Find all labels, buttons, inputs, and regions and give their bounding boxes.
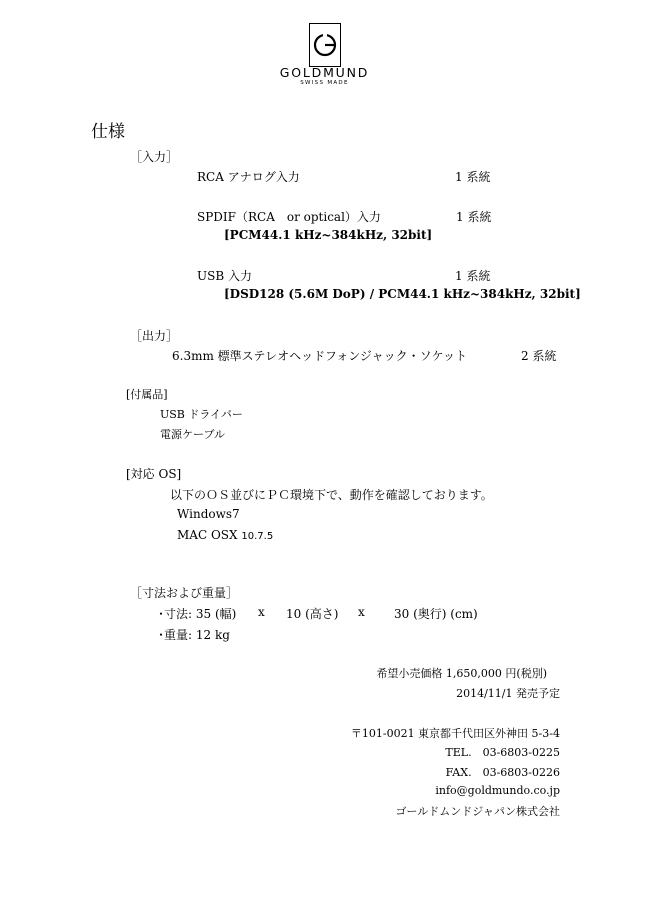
output-header: ［出力］ [130, 329, 179, 343]
logo-frame [309, 23, 341, 67]
spdif-input-spec: [PCM44.1 kHz~384kHz, 32bit] [224, 228, 433, 242]
size-x-2: x [358, 605, 365, 619]
company-address: 〒101-0021 東京都千代田区外神田 5-3-4 [350, 727, 560, 740]
usb-input-label: USB 入力 [197, 269, 252, 283]
os-mac [177, 528, 273, 542]
accessory-item: USB ドライバー [160, 408, 243, 421]
price: 希望小売価格 1,650,000 円(税別) [376, 667, 547, 680]
usb-input-spec: [DSD128 (5.6M DoP) / PCM44.1 kHz~384kHz, 32bit] [224, 287, 581, 301]
os-note: 以下のＯＳ並びにＰＣ環境下で、動作を確認しております。 [170, 488, 493, 502]
page-title: 仕様 [91, 122, 125, 142]
os-windows: Windows7 [177, 507, 240, 521]
accessory-item: 電源ケーブル [160, 428, 226, 441]
headphone-output-label: 6.3mm 標準ステレオヘッドフォンジャック・ソケット [172, 349, 467, 363]
company-tel: TEL. 03-6803-0225 [445, 746, 560, 759]
spdif-input-count: 1 系統 [456, 210, 492, 224]
spdif-input-label: SPDIF（RCA or optical）入力 [197, 210, 381, 224]
release-date: 2014/11/1 発売予定 [456, 687, 560, 700]
logo-tagline: SWISS MADE [300, 80, 349, 86]
accessories-header: [付属品] [126, 388, 168, 401]
rca-input-label: RCA アナログ入力 [197, 170, 300, 184]
os-mac-label: MAC OSX [177, 528, 238, 542]
rca-input-count: 1 系統 [455, 170, 491, 184]
os-header: [対応 OS] [126, 467, 182, 481]
company-email[interactable]: info@goldmundo.co.jp [435, 784, 560, 797]
company-name: ゴールドムンドジャパン株式会社 [395, 805, 560, 818]
size-depth: 30 (奥行) (cm) [394, 607, 478, 621]
size-x-1: x [258, 605, 265, 619]
os-mac-version: 10.7.5 [241, 531, 274, 542]
size-width: ･寸法: 35 (幅) [158, 607, 237, 621]
dimensions-header: ［寸法および重量］ [130, 586, 239, 600]
logo-wordmark: GOLDMUND [279, 65, 370, 80]
usb-input-count: 1 系統 [455, 269, 491, 283]
headphone-output-count: 2 系統 [521, 349, 557, 363]
goldmund-g-logo-icon [310, 24, 340, 66]
company-fax: FAX. 03-6803-0226 [445, 766, 560, 779]
weight: ･重量: 12 kg [158, 628, 230, 642]
size-height: 10 (高さ) [286, 607, 339, 621]
input-header: ［入力］ [130, 150, 179, 164]
